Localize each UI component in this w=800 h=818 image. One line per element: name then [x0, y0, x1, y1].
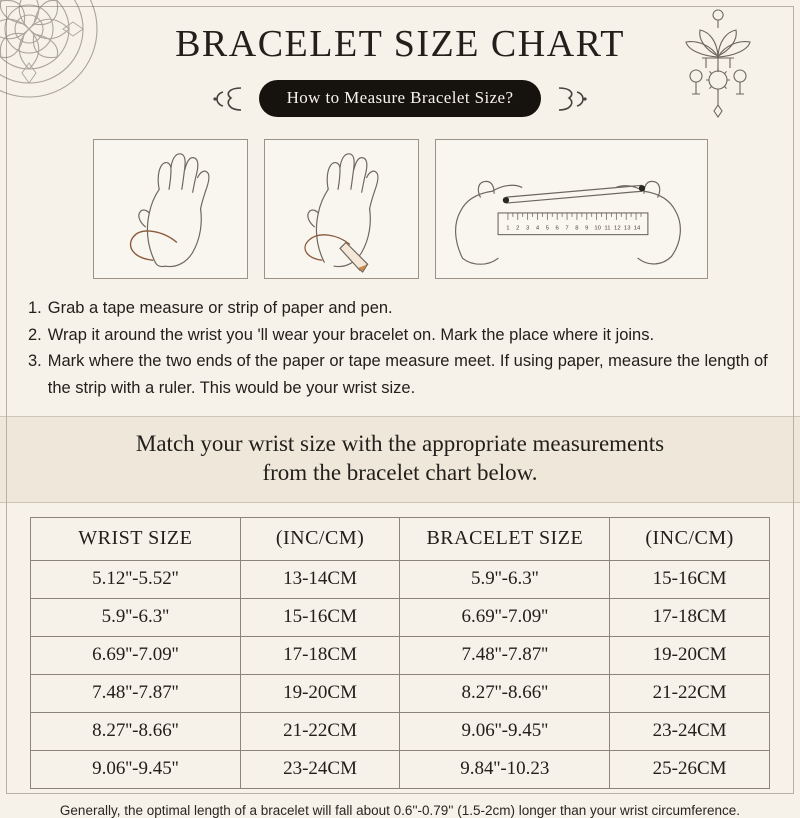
instruction-step	[28, 295, 772, 322]
match-instruction-band	[0, 416, 800, 503]
svg-text:2: 2	[515, 225, 519, 232]
cell-wrist-size: 8.27''-8.66''	[31, 712, 241, 750]
illustration-measuring-strip-with-ruler	[435, 139, 708, 279]
cell-bracelet-cm: 15-16CM	[610, 560, 770, 598]
ruler-measuring-icon	[436, 140, 707, 278]
column-header-wrist-size: WRIST SIZE	[31, 517, 241, 560]
svg-text:12: 12	[613, 225, 621, 232]
cell-bracelet-size: 9.06''-9.45''	[400, 712, 610, 750]
flourish-left-icon	[211, 84, 245, 114]
cell-wrist-cm: 15-16CM	[240, 598, 400, 636]
cell-wrist-cm: 23-24CM	[240, 750, 400, 788]
match-line-1: Match your wrist size with the appropriate measurements	[135, 430, 665, 456]
size-table	[30, 517, 770, 789]
svg-text:9: 9	[584, 225, 588, 232]
svg-text:4: 4	[535, 225, 539, 232]
step-text: Mark where the two ends of the paper or tape measure meet. If using paper, measure the length of the strip with a ruler. This would be your wrist size.	[47, 352, 768, 398]
table-header-row	[31, 517, 770, 560]
step-text: Wrap it around the wrist you 'll wear your bracelet on. Mark the place where it joins.	[47, 325, 655, 344]
illustration-hand-with-tape-measure	[93, 139, 248, 279]
cell-wrist-cm: 13-14CM	[240, 560, 400, 598]
page-title: BRACELET SIZE CHART	[175, 23, 625, 65]
lotus-ornament-icon	[658, 4, 778, 124]
cell-bracelet-size: 6.69''-7.09''	[400, 598, 610, 636]
cell-bracelet-size: 8.27''-8.66''	[400, 674, 610, 712]
cell-bracelet-cm: 25-26CM	[610, 750, 770, 788]
svg-text:1: 1	[505, 225, 510, 232]
table-row	[31, 712, 770, 750]
column-header-wrist-units: (INC/CM)	[240, 517, 400, 560]
svg-text:3: 3	[525, 225, 529, 232]
cell-bracelet-cm: 17-18CM	[610, 598, 770, 636]
hand-with-paper-strip-icon	[265, 140, 418, 278]
instruction-step	[28, 322, 772, 349]
step-number: 1.	[28, 299, 42, 317]
table-row	[31, 598, 770, 636]
cell-bracelet-cm: 19-20CM	[610, 636, 770, 674]
svg-text:13: 13	[623, 225, 630, 232]
cell-wrist-cm: 17-18CM	[240, 636, 400, 674]
cell-wrist-size: 9.06''-9.45''	[31, 750, 241, 788]
cell-bracelet-size: 7.48''-7.87''	[400, 636, 610, 674]
column-header-bracelet-units: (INC/CM)	[610, 517, 770, 560]
svg-text:14: 14	[633, 225, 640, 232]
instruction-step	[28, 348, 772, 401]
match-line-2: from the bracelet chart below.	[262, 460, 538, 486]
table-row	[31, 674, 770, 712]
footnote: Generally, the optimal length of a bracelet will fall about 0.6''-0.79'' (1.5-2cm) longer than your wrist circumference.	[59, 802, 741, 818]
step-number: 3.	[28, 352, 42, 371]
cell-bracelet-cm: 23-24CM	[610, 712, 770, 750]
svg-text:10: 10	[593, 225, 601, 232]
cell-bracelet-cm: 21-22CM	[610, 674, 770, 712]
subtitle-pill: How to Measure Bracelet Size?	[259, 80, 542, 117]
table-row	[31, 560, 770, 598]
cell-bracelet-size: 9.84''-10.23	[400, 750, 610, 788]
illustration-row	[0, 139, 800, 279]
illustration-hand-with-paper-strip	[264, 139, 419, 279]
step-number: 2.	[28, 325, 42, 344]
step-text: Grab a tape measure or strip of paper and pen.	[47, 299, 393, 317]
flourish-right-icon	[555, 84, 589, 114]
table-row	[31, 750, 770, 788]
cell-wrist-size: 6.69''-7.09''	[31, 636, 241, 674]
svg-text:8: 8	[574, 225, 579, 232]
svg-text:6: 6	[555, 225, 559, 232]
cell-bracelet-size: 5.9''-6.3''	[400, 560, 610, 598]
column-header-bracelet-size: BRACELET SIZE	[400, 517, 610, 560]
svg-text:5: 5	[545, 225, 549, 232]
table-row	[31, 636, 770, 674]
cell-wrist-cm: 21-22CM	[240, 712, 400, 750]
hand-with-tape-measure-icon	[94, 140, 247, 278]
mandala-ornament-icon	[0, 0, 104, 104]
instruction-list	[28, 295, 772, 402]
cell-wrist-size: 5.9''-6.3''	[31, 598, 241, 636]
cell-wrist-size: 5.12''-5.52''	[31, 560, 241, 598]
svg-text:7: 7	[564, 225, 569, 232]
cell-wrist-cm: 19-20CM	[240, 674, 400, 712]
svg-text:11: 11	[603, 225, 611, 232]
cell-wrist-size: 7.48''-7.87''	[31, 674, 241, 712]
